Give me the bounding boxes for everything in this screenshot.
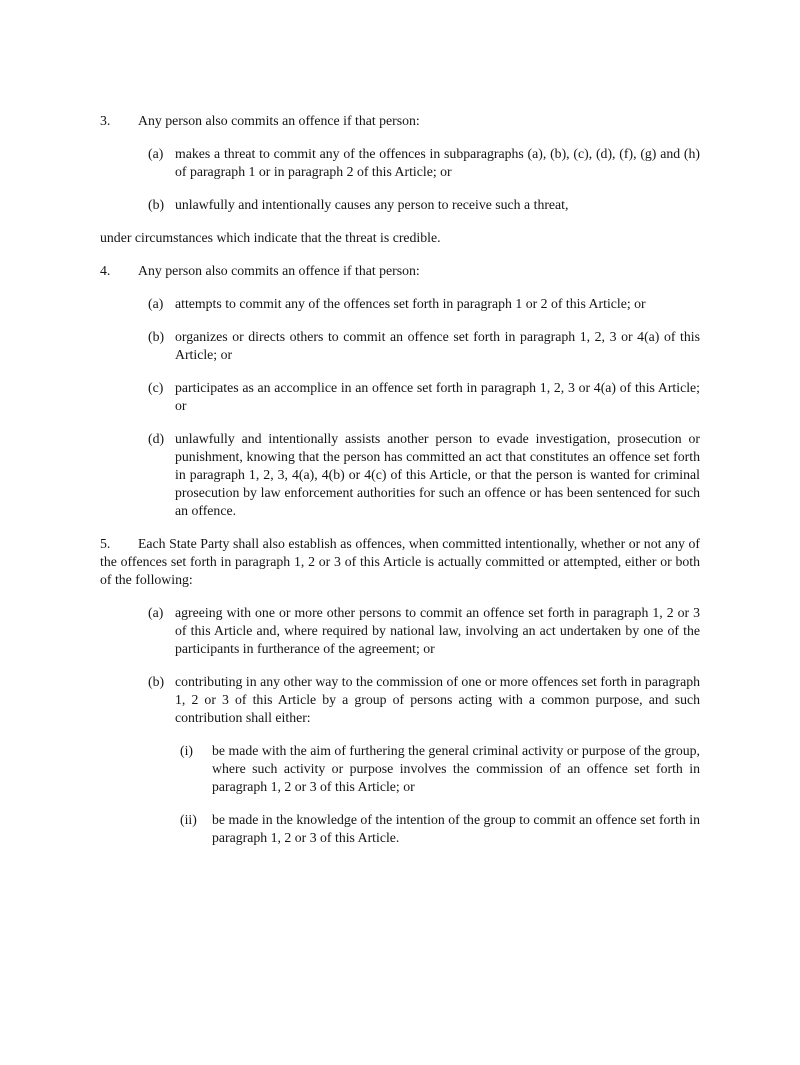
subparagraph-3b-label: (b) <box>148 197 165 212</box>
clause-5b-ii-text: be made in the knowledge of the intention of the group to commit an offence set forth in paragraph 1, 2 or 3 of this Article. <box>212 812 700 845</box>
subparagraph-4b-label: (b) <box>148 329 165 344</box>
paragraph-5 <box>100 535 700 847</box>
subparagraph-4d <box>148 430 700 520</box>
subparagraph-4b-text: organizes or directs others to commit an offence set forth in paragraph 1, 2, 3 or 4(a) of this Article; or <box>175 329 700 362</box>
paragraph-4 <box>100 262 700 520</box>
subparagraph-5a-text: agreeing with one or more other persons to commit an offence set forth in paragraph 1, 2 or 3 of this Article and, where required by national law, involving an act undertaken by one of the participants in furtherance of the agreement; or <box>175 605 700 656</box>
paragraph-3-lead-text: Any person also commits an offence if that person: <box>138 113 420 128</box>
paragraph-4-lead-text: Any person also commits an offence if that person: <box>138 263 420 278</box>
clause-5b-ii-label: (ii) <box>180 812 197 827</box>
clause-5b-i-label: (i) <box>180 743 194 758</box>
paragraph-5-lead <box>100 535 700 589</box>
paragraph-5-number: 5. <box>100 536 111 551</box>
subparagraph-4c-label: (c) <box>148 380 164 395</box>
subparagraph-3b-text: unlawfully and intentionally causes any person to receive such a threat, <box>175 197 569 212</box>
subparagraph-4c <box>148 379 700 415</box>
paragraph-3-lead <box>100 112 700 130</box>
clause-5b-i-text: be made with the aim of furthering the general criminal activity or purpose of the group, where such activity or purpose involves the commission of an offence set forth in paragraph 1, 2 or 3 of this Article; or <box>212 743 700 794</box>
subparagraph-4d-text: unlawfully and intentionally assists another person to evade investigation, prosecution or punishment, knowing that the person has committed an act that constitutes an offence set forth in paragraph 1, 2, 3, 4(a), 4(b) or 4(c) of this Article, or that the person is wanted for criminal prosecution by law enforcement authorities for such an offence or has been sentenced for such an offence. <box>175 431 700 518</box>
paragraph-3-number: 3. <box>100 113 111 128</box>
subparagraph-3a-text: makes a threat to commit any of the offences in subparagraphs (a), (b), (c), (d), (f), (g) and (h) of paragraph 1 or in paragraph 2 of this Article; or <box>175 146 700 179</box>
subparagraph-4a-label: (a) <box>148 296 164 311</box>
paragraph-4-number: 4. <box>100 263 111 278</box>
subparagraph-5b-text: contributing in any other way to the commission of one or more offences set forth in paragraph 1, 2 or 3 of this Article by a group of persons acting with a common purpose, and such contribution shall either: <box>175 674 700 725</box>
paragraph-5-lead-text: Each State Party shall also establish as offences, when committed intentionally, whether or not any of the offences set forth in paragraph 1, 2 or 3 of this Article is actually committed or attempted, either or both of the following: <box>100 536 700 587</box>
subparagraph-4a-text: attempts to commit any of the offences set forth in paragraph 1 or 2 of this Article; or <box>175 296 646 311</box>
subparagraph-4a <box>148 295 700 313</box>
paragraph-4-lead <box>100 262 700 280</box>
subparagraph-4b <box>148 328 700 364</box>
subparagraph-5a <box>148 604 700 658</box>
paragraph-3-continuation: under circumstances which indicate that the threat is credible. <box>100 230 441 245</box>
subparagraph-4c-text: participates as an accomplice in an offence set forth in paragraph 1, 2, 3 or 4(a) of this Article; or <box>175 380 700 413</box>
subparagraph-3b <box>148 196 700 214</box>
subparagraph-5b-label: (b) <box>148 674 165 689</box>
subparagraph-4d-label: (d) <box>148 431 165 446</box>
paragraph-3 <box>100 112 700 247</box>
clause-5b-ii <box>180 811 700 847</box>
subparagraph-3a <box>148 145 700 181</box>
clause-5b-i <box>180 742 700 796</box>
subparagraph-3a-label: (a) <box>148 146 164 161</box>
subparagraph-5b <box>148 673 700 727</box>
subparagraph-5a-label: (a) <box>148 605 164 620</box>
